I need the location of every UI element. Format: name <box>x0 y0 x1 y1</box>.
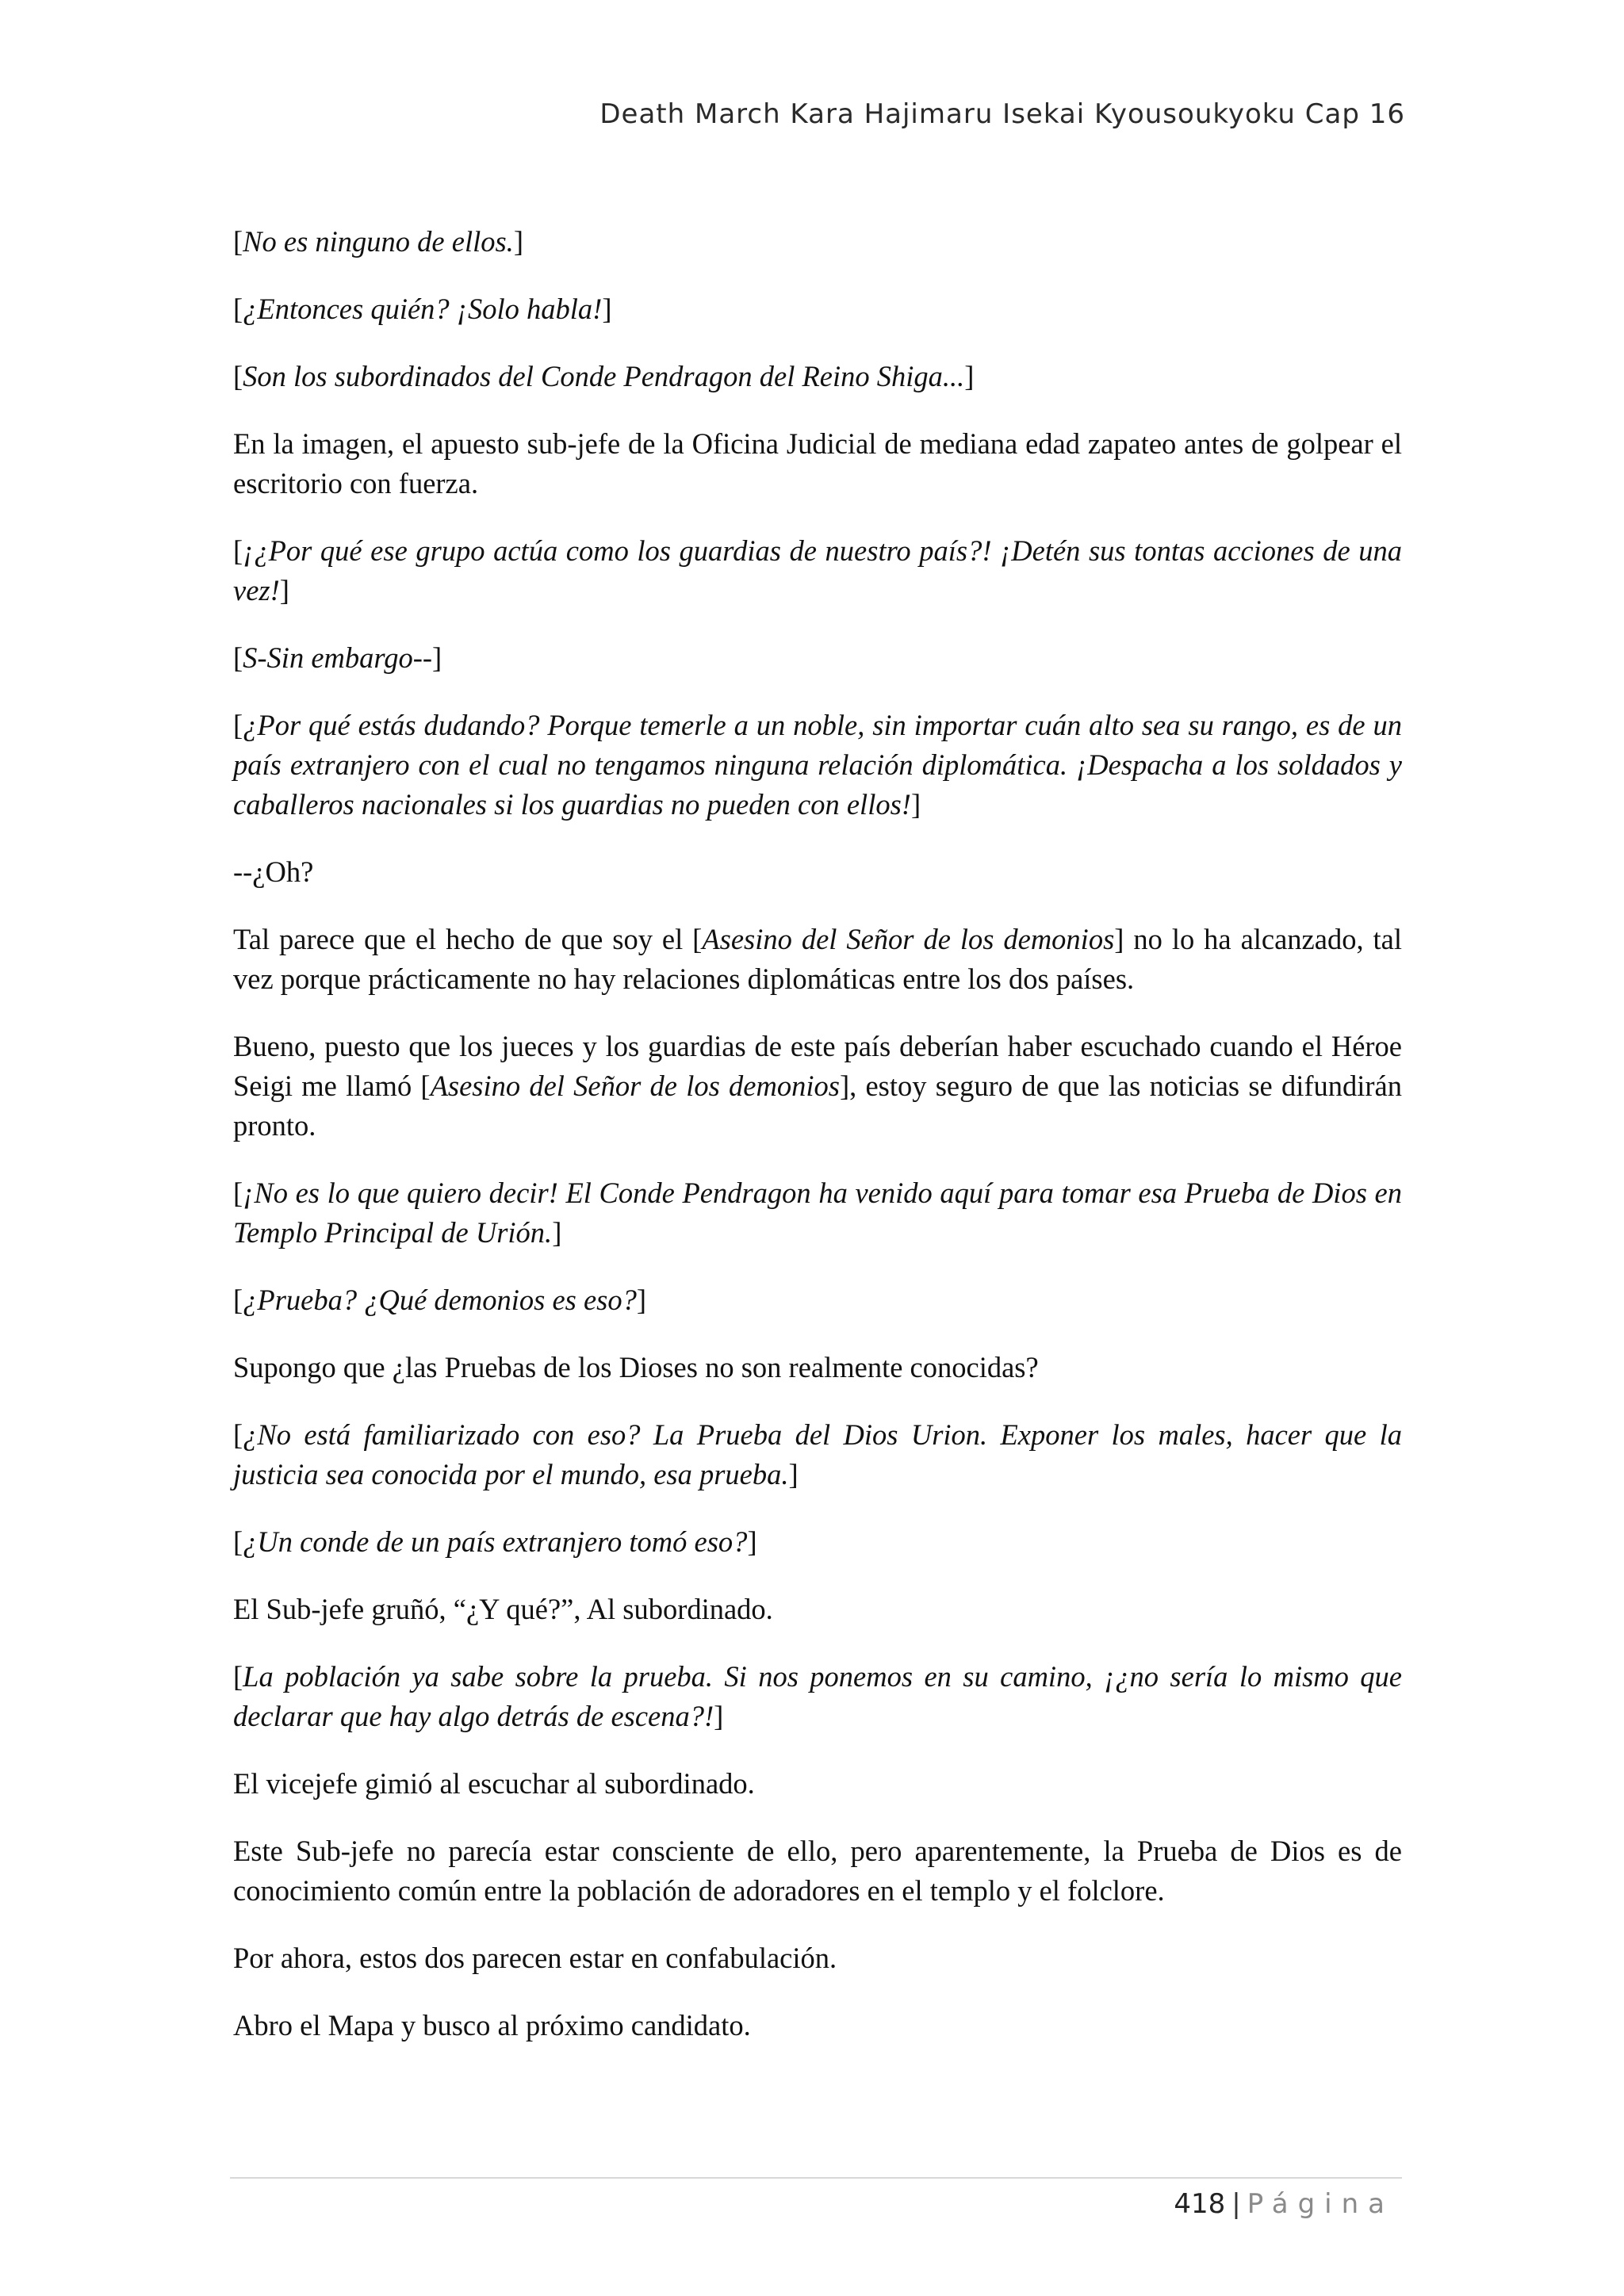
text-run: Por ahora, estos dos parecen estar en confabulación. <box>233 1942 837 1974</box>
paragraph <box>233 1831 1402 1911</box>
paragraph <box>233 1027 1402 1146</box>
text-run: [ <box>233 709 243 741</box>
italic-dialogue-run: ¡No es lo que quiero decir! El Conde Pendragon ha venido aquí para tomar esa Prueba de Dios en Templo Principal de Urión. <box>233 1177 1402 1249</box>
italic-dialogue-run: ¿No está familiarizado con eso? La Prueba del Dios Urion. Exponer los males, hacer que la justicia sea conocida por el mundo, esa prueba. <box>233 1418 1402 1490</box>
text-run: ] <box>964 360 975 392</box>
text-run: ] <box>552 1216 562 1249</box>
italic-dialogue-run: ¿Un conde de un país extranjero tomó eso? <box>243 1525 748 1558</box>
text-run: [ <box>233 1284 243 1316</box>
footer-separator: | <box>1231 2188 1241 2220</box>
italic-dialogue-run: ¿Entonces quién? ¡Solo habla! <box>243 293 603 325</box>
text-run: ] <box>602 293 612 325</box>
text-run: [ <box>233 1418 243 1451</box>
text-run: [ <box>233 1660 243 1693</box>
text-run: ] no lo ha alcanzado, tal vez porque prácticamente no hay relaciones diplomáticas entre los dos países. <box>233 923 1403 995</box>
italic-dialogue-run: Asesino del Señor de los demonios <box>430 1070 840 1102</box>
italic-dialogue-run: La población ya sabe sobre la prueba. Si nos ponemos en su camino, ¡¿no sería lo mismo que declarar que hay algo detrás de escena?! <box>233 1660 1402 1732</box>
paragraph <box>233 222 1402 262</box>
paragraph <box>233 424 1402 503</box>
paragraph <box>233 357 1402 396</box>
text-run: [ <box>233 225 243 258</box>
italic-dialogue-run: ¿Por qué estás dudando? Porque temerle a un noble, sin importar cuán alto sea su rango, es de un país extranjero con el cual no tengamos ninguna relación diplomática. ¡Despacha a los soldados y caballeros nacionales si los guardias no pueden con ellos! <box>233 709 1402 821</box>
text-run: [ <box>233 1177 243 1209</box>
text-run: El Sub-jefe gruñó, “¿Y qué?”, Al subordinado. <box>233 1593 773 1625</box>
text-run: ] <box>432 641 442 674</box>
paragraph <box>233 1590 1402 1629</box>
paragraph <box>233 1415 1402 1494</box>
text-run: ] <box>747 1525 757 1558</box>
footer-divider <box>230 2177 1402 2179</box>
running-header: Death March Kara Hajimaru Isekai Kyousoukyoku Cap 16 <box>599 98 1405 130</box>
text-run: Este Sub-jefe no parecía estar consciente de ello, pero aparentemente, la Prueba de Dios es de conocimiento común entre la población de adoradores en el templo y el folclore. <box>233 1835 1402 1907</box>
paragraph <box>233 1173 1402 1253</box>
italic-dialogue-run: ¡¿Por qué ese grupo actúa como los guardias de nuestro país?! ¡Detén sus tontas acciones de una vez! <box>233 534 1402 607</box>
paragraph <box>233 2006 1402 2045</box>
page-footer <box>1174 2188 1394 2220</box>
italic-dialogue-run: S-Sin embargo-- <box>243 641 433 674</box>
paragraph <box>233 638 1402 678</box>
italic-dialogue-run: Son los subordinados del Conde Pendragon del Reino Shiga... <box>243 360 965 392</box>
paragraph <box>233 531 1402 610</box>
paragraph <box>233 289 1402 329</box>
text-run: [ <box>233 641 243 674</box>
text-run: [ <box>233 1525 243 1558</box>
paragraph <box>233 852 1402 892</box>
text-run: Bueno, puesto que los jueces y los guardias de este país deberían haber escuchado cuando el Héroe Seigi me llamó [ <box>233 1030 1402 1102</box>
paragraph <box>233 1522 1402 1562</box>
text-run: ] <box>910 788 921 821</box>
text-run: ], estoy seguro de que las noticias se difundirán pronto. <box>233 1070 1403 1142</box>
italic-dialogue-run: No es ninguno de ellos. <box>243 225 514 258</box>
italic-dialogue-run: ¿Prueba? ¿Qué demonios es eso? <box>243 1284 637 1316</box>
paragraph <box>233 1764 1402 1804</box>
italic-dialogue-run: Asesino del Señor de los demonios <box>702 923 1115 955</box>
paragraph <box>233 1280 1402 1320</box>
text-run: ] <box>636 1284 647 1316</box>
text-run: Supongo que ¿las Pruebas de los Dioses no son realmente conocidas? <box>233 1351 1039 1383</box>
paragraph <box>233 1657 1402 1736</box>
paragraph <box>233 1938 1402 1978</box>
text-run: ] <box>714 1700 724 1732</box>
paragraph <box>233 1348 1402 1387</box>
text-run: En la imagen, el apuesto sub-jefe de la Oficina Judicial de mediana edad zapateo antes de golpear el escritorio con fuerza. <box>233 427 1402 499</box>
text-run: El vicejefe gimió al escuchar al subordinado. <box>233 1767 755 1800</box>
paragraph <box>233 920 1402 999</box>
page-label: Página <box>1247 2188 1394 2220</box>
paragraph <box>233 706 1402 825</box>
text-run: [ <box>233 360 243 392</box>
document-body <box>233 222 1402 2073</box>
text-run: ] <box>279 574 289 607</box>
text-run: [ <box>233 293 243 325</box>
text-run: ] <box>788 1458 799 1490</box>
text-run: [ <box>233 534 243 567</box>
text-run: ] <box>513 225 523 258</box>
text-run: --¿Oh? <box>233 855 314 888</box>
text-run: Abro el Mapa y busco al próximo candidato. <box>233 2009 751 2042</box>
page-number: 418 <box>1174 2188 1226 2220</box>
text-run: Tal parece que el hecho de que soy el [ <box>233 923 703 955</box>
